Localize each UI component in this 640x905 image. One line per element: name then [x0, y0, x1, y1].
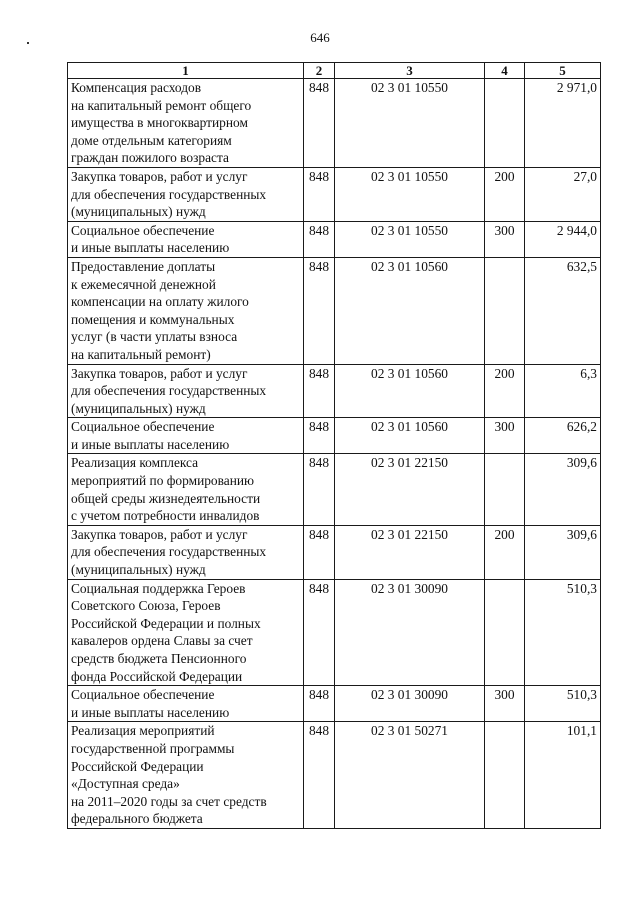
- amount-cell: 626,2: [525, 418, 601, 454]
- expense-type-cell: 200: [485, 167, 525, 221]
- header-col-1: 1: [68, 63, 304, 79]
- amount-cell: 101,1: [525, 722, 601, 829]
- item-name-cell: Реализация мероприятий государственной программы Российской Федерации «Доступная среда» на 2011–2020 годы за счет средств федерального бюджета: [68, 722, 304, 829]
- table-row: [68, 722, 601, 829]
- admin-code-cell: 848: [304, 525, 335, 579]
- header-col-5: 5: [525, 63, 601, 79]
- amount-cell: 2 971,0: [525, 79, 601, 168]
- item-name-cell: Социальная поддержка Героев Советского Союза, Героев Российской Федерации и полных кавалеров ордена Славы за счет средств бюджета Пенсионного фонда Российской Федерации: [68, 579, 304, 686]
- expense-type-cell: [485, 79, 525, 168]
- expense-type-cell: 200: [485, 525, 525, 579]
- header-col-3: 3: [335, 63, 485, 79]
- table-row: [68, 257, 601, 364]
- target-code-cell: 02 3 01 30090: [335, 579, 485, 686]
- table-row: [68, 79, 601, 168]
- expense-type-cell: 300: [485, 418, 525, 454]
- item-name-cell: Закупка товаров, работ и услуг для обеспечения государственных (муниципальных) нужд: [68, 364, 304, 418]
- table-row: [68, 364, 601, 418]
- amount-cell: 27,0: [525, 167, 601, 221]
- header-row: [68, 63, 601, 79]
- target-code-cell: 02 3 01 30090: [335, 686, 485, 722]
- admin-code-cell: 848: [304, 79, 335, 168]
- item-name-cell: Закупка товаров, работ и услуг для обеспечения государственных (муниципальных) нужд: [68, 167, 304, 221]
- table-row: [68, 579, 601, 686]
- table-row: [68, 167, 601, 221]
- target-code-cell: 02 3 01 22150: [335, 525, 485, 579]
- admin-code-cell: 848: [304, 257, 335, 364]
- item-name-cell: Социальное обеспечение и иные выплаты населению: [68, 221, 304, 257]
- target-code-cell: 02 3 01 10560: [335, 364, 485, 418]
- amount-cell: 2 944,0: [525, 221, 601, 257]
- item-name-cell: Реализация комплекса мероприятий по формированию общей среды жизнедеятельности с учетом потребности инвалидов: [68, 454, 304, 525]
- item-name-cell: Социальное обеспечение и иные выплаты населению: [68, 686, 304, 722]
- target-code-cell: 02 3 01 50271: [335, 722, 485, 829]
- table-header: [68, 63, 601, 79]
- target-code-cell: 02 3 01 10550: [335, 167, 485, 221]
- amount-cell: 510,3: [525, 686, 601, 722]
- amount-cell: 309,6: [525, 454, 601, 525]
- table-row: [68, 686, 601, 722]
- admin-code-cell: 848: [304, 686, 335, 722]
- amount-cell: 309,6: [525, 525, 601, 579]
- table-row: [68, 454, 601, 525]
- header-col-2: 2: [304, 63, 335, 79]
- admin-code-cell: 848: [304, 221, 335, 257]
- budget-table: [67, 62, 601, 829]
- table-body: [68, 79, 601, 829]
- item-name-cell: Социальное обеспечение и иные выплаты населению: [68, 418, 304, 454]
- expense-type-cell: [485, 579, 525, 686]
- item-name-cell: Предоставление доплаты к ежемесячной денежной компенсации на оплату жилого помещения и коммунальных услуг (в части уплаты взноса на капитальный ремонт): [68, 257, 304, 364]
- admin-code-cell: 848: [304, 579, 335, 686]
- amount-cell: 632,5: [525, 257, 601, 364]
- header-col-4: 4: [485, 63, 525, 79]
- admin-code-cell: 848: [304, 454, 335, 525]
- table-row: [68, 418, 601, 454]
- page-number: 646: [310, 30, 330, 45]
- item-name-cell: Компенсация расходов на капитальный ремонт общего имущества в многоквартирном доме отдельным категориям граждан пожилого возраста: [68, 79, 304, 168]
- target-code-cell: 02 3 01 10550: [335, 221, 485, 257]
- table-row: [68, 221, 601, 257]
- admin-code-cell: 848: [304, 364, 335, 418]
- expense-type-cell: 300: [485, 686, 525, 722]
- item-name-cell: Закупка товаров, работ и услуг для обеспечения государственных (муниципальных) нужд: [68, 525, 304, 579]
- target-code-cell: 02 3 01 10550: [335, 79, 485, 168]
- scan-speck: [27, 42, 29, 44]
- amount-cell: 510,3: [525, 579, 601, 686]
- target-code-cell: 02 3 01 10560: [335, 418, 485, 454]
- expense-type-cell: [485, 454, 525, 525]
- table-row: [68, 525, 601, 579]
- expense-type-cell: [485, 722, 525, 829]
- admin-code-cell: 848: [304, 167, 335, 221]
- admin-code-cell: 848: [304, 722, 335, 829]
- expense-type-cell: 300: [485, 221, 525, 257]
- target-code-cell: 02 3 01 22150: [335, 454, 485, 525]
- amount-cell: 6,3: [525, 364, 601, 418]
- expense-type-cell: [485, 257, 525, 364]
- expense-type-cell: 200: [485, 364, 525, 418]
- target-code-cell: 02 3 01 10560: [335, 257, 485, 364]
- admin-code-cell: 848: [304, 418, 335, 454]
